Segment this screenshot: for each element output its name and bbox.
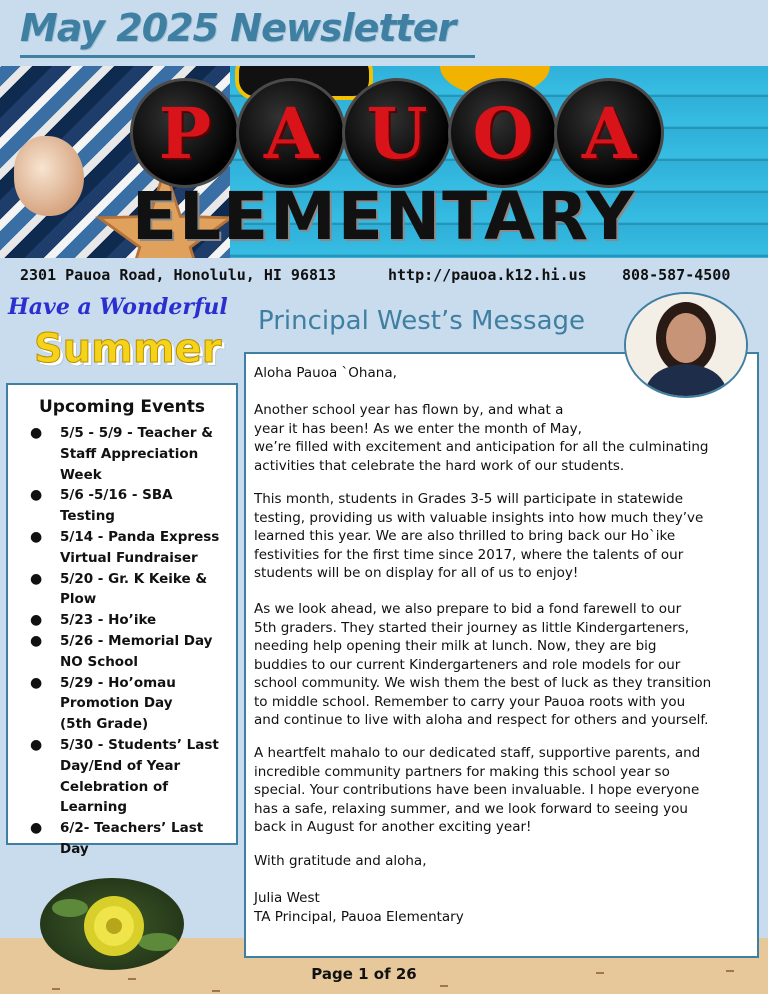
sand-speck xyxy=(52,988,60,990)
flower-illustration xyxy=(40,878,184,970)
event-item: ● 5/30 - Students’ Last Day/End of Year Celebration of Learning xyxy=(30,736,219,816)
greeting-summer: Summer xyxy=(34,326,222,372)
newsletter-title: May 2025 Newsletter xyxy=(20,6,456,50)
principal-portrait-illustration xyxy=(626,294,746,396)
upcoming-events-title: Upcoming Events xyxy=(38,397,206,417)
school-phone: 808-587-4500 xyxy=(622,266,731,284)
yellow-flower-photo xyxy=(40,878,184,970)
upcoming-events-box xyxy=(6,383,238,857)
letter-circle: A xyxy=(554,78,664,188)
event-item: ● 5/14 - Panda Express Virtual Fundraiser xyxy=(30,528,220,566)
event-item: ● 6/2- Teachers’ Last Day xyxy=(30,820,204,857)
school-word-elementary: ELEMENTARY xyxy=(131,178,637,255)
upcoming-events-list xyxy=(8,423,236,860)
event-item: ● 5/6 -5/16 - SBA Testing xyxy=(30,487,173,525)
letter-circle: U xyxy=(342,78,452,188)
letter-circle: A xyxy=(236,78,346,188)
principal-portrait xyxy=(624,292,748,398)
message-closing: With gratitude and aloha, xyxy=(254,853,427,869)
event-item: ● 5/20 - Gr. K Keike & Plow xyxy=(30,570,208,608)
school-name-letters xyxy=(130,78,650,178)
letter-circle: O xyxy=(448,78,558,188)
principal-message-heading: Principal West’s Message xyxy=(258,306,586,336)
message-paragraph-1: Another school year has flown by, and what a year it has been! As we enter the month of May, we’re filled with excitement and anticipation for all the culminating activities that celebrate the hard work of our students. xyxy=(254,402,709,474)
greeting-have-a-wonderful: Have a Wonderful xyxy=(8,294,228,320)
message-salutation: Aloha Pauoa `Ohana, xyxy=(254,365,397,381)
message-paragraph-3: As we look ahead, we also prepare to bid a fond farewell to our 5th graders. They started their journey as little Kindergarteners, needing help opening their milk at lunch. Now, they are big buddies to our current Kindergarteners and role models for our school community. We wish them the best of luck as they transition to middle school. Remember to carry your Pauoa roots with you and continue to live with aloha and respect for others and yourself. xyxy=(254,601,712,728)
event-item: ● 5/5 - 5/9 - Teacher & Staff Appreciation Week xyxy=(30,425,214,483)
principal-message-box xyxy=(244,352,759,958)
school-banner xyxy=(0,66,768,258)
event-item: ● 5/29 - Ho’omau Promotion Day (5th Grade) xyxy=(30,674,176,733)
event-item: ● 5/26 - Memorial Day NO School xyxy=(30,632,213,670)
page-number: Page 1 of 26 xyxy=(311,965,417,983)
event-item: ● 5/23 - Ho’ike xyxy=(30,612,157,629)
school-address: 2301 Pauoa Road, Honolulu, HI 96813 xyxy=(20,266,337,284)
message-paragraph-4: A heartfelt mahalo to our dedicated staff, supportive parents, and incredible community partners for making this school year so special. Your contributions have been invaluable. I hope everyone has a safe, relaxing summer, and we look forward to seeing you back in August for another exciting year! xyxy=(254,745,701,835)
letter-circle: P xyxy=(130,78,240,188)
message-paragraph-2: This month, students in Grades 3-5 will participate in statewide testing, providing us with valuable insights into how much they’ve learned this year. We are also thrilled to bring back our Ho`ike festivities for the first time since 2017, where the talents of our students will be on display for all of us to enjoy! xyxy=(254,491,704,581)
sand-speck xyxy=(212,990,220,992)
title-underline xyxy=(20,55,475,58)
sand-speck xyxy=(440,985,448,987)
school-website-link[interactable]: http://pauoa.k12.hi.us xyxy=(388,266,587,284)
message-signature: Julia West TA Principal, Pauoa Elementary xyxy=(254,890,464,925)
